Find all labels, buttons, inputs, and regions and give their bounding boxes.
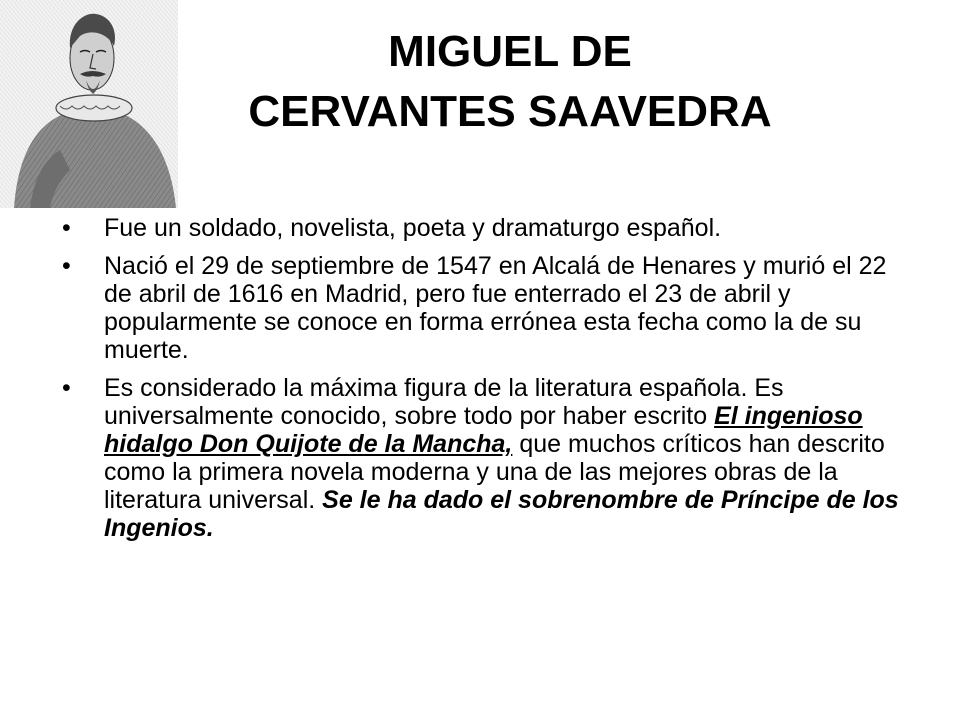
bullet-text-1: Fue un soldado, novelista, poeta y dramaturgo español. — [104, 214, 722, 242]
portrait-image — [0, 0, 178, 208]
list-item — [62, 252, 902, 364]
bullet-text-2: Nació el 29 de septiembre de 1547 en Alcalá de Henares y murió el 22 de abril de 1616 en Madrid, pero fue enterrado el 23 de abril y popularmente se conoce en forma errónea esta fecha como la de su muerte. — [104, 252, 887, 364]
bullet-marker: • — [62, 214, 71, 242]
portrait-engraving-icon — [0, 0, 178, 208]
page-title — [170, 22, 850, 142]
book-title-link[interactable]: El ingenioso hidalgo Don Quijote de la Mancha, — [104, 402, 863, 458]
bullet-text-3-middle: que muchos críticos han descrito como la primera novela moderna y una de las mejores obras de la literatura universal. — [104, 430, 885, 514]
bullet-marker: • — [62, 252, 71, 280]
title-line-1: MIGUEL DE — [388, 27, 632, 76]
list-item — [62, 214, 902, 242]
bullet-text-3-intro: Es considerado la máxima figura de la literatura española. Es universalmente conocido, sobre todo por haber escrito — [104, 374, 784, 430]
bullet-marker: • — [62, 374, 71, 402]
bullet-text-3-nickname: Se le ha dado el sobrenombre de Príncipe de los Ingenios. — [104, 486, 899, 542]
title-line-2: CERVANTES SAAVEDRA — [248, 87, 772, 136]
list-item — [62, 374, 902, 542]
bullet-list — [62, 214, 902, 552]
